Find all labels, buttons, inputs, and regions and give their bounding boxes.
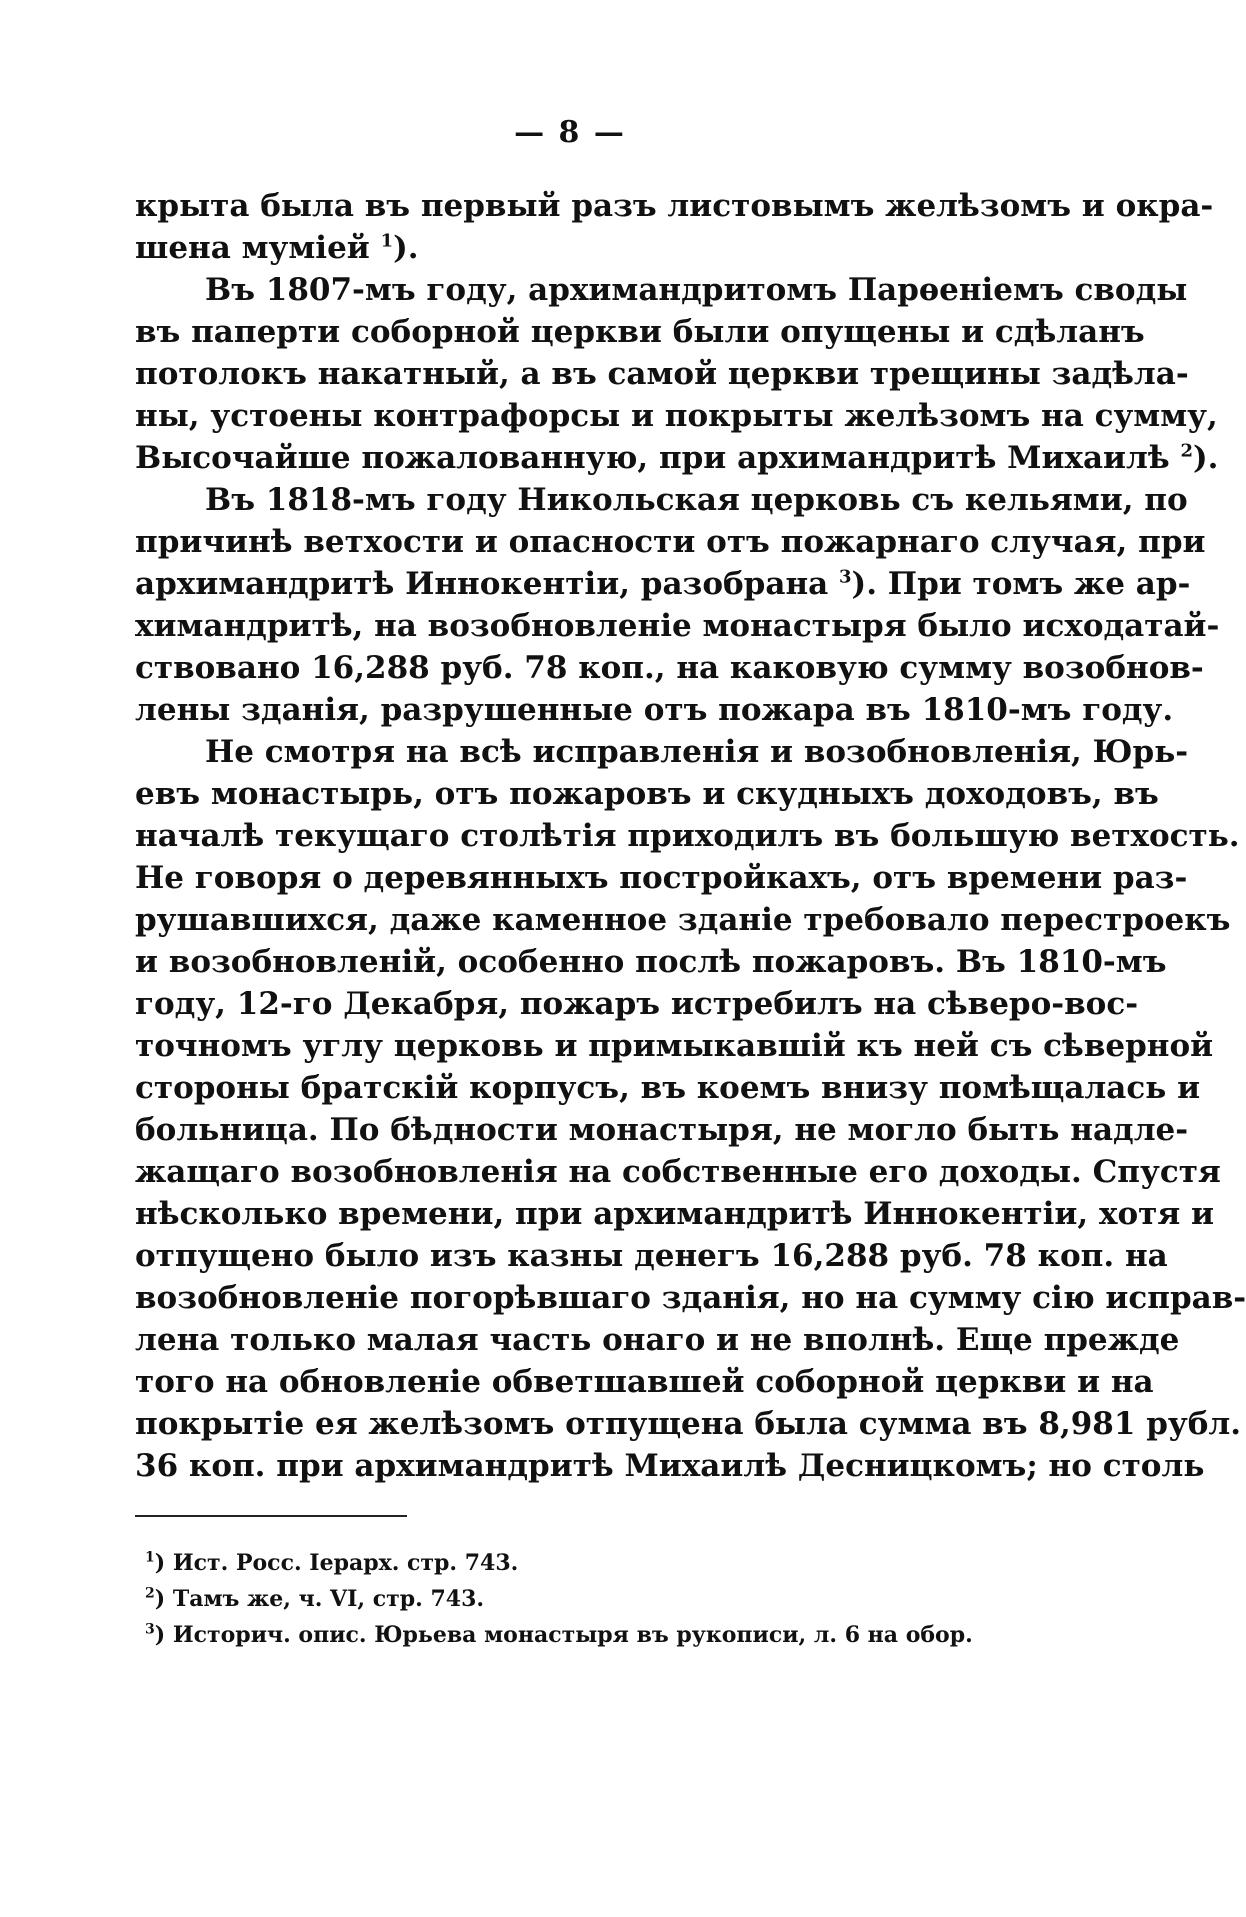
text-line: химандритѣ, на возобновленіе монастыря было исходатай- — [135, 608, 1220, 644]
footnote-divider — [135, 1515, 407, 1517]
text-line: покрытіе ея желѣзомъ отпущена была сумма въ 8,981 рубл. — [135, 1406, 1242, 1442]
text-line: ны, устоены контрафорсы и покрыты желѣзомъ на сумму, — [135, 398, 1218, 434]
footnote-reference[interactable]: 2 — [1180, 440, 1194, 462]
footnote-mark: 3 — [145, 1621, 155, 1638]
footnote: $^3$) Историч. опис. Юрьева монастыря въ рукописи, л. 6 на обор. — [145, 1621, 973, 1648]
text-line: началѣ текущаго столѣтія приходилъ въ большую ветхость. — [135, 818, 1240, 854]
footnote: $^1$) Ист. Росс. Іерарх. стр. 743. — [145, 1549, 519, 1576]
text-line: Не говоря о деревянныхъ постройкахъ, отъ времени раз- — [135, 860, 1188, 896]
text-line: возобновленіе погорѣвшаго зданія, но на сумму сію исправ- — [135, 1280, 1246, 1316]
text-line: лена только малая часть онаго и не вполнѣ. Еще прежде — [135, 1322, 1180, 1358]
text-line: Въ 1807-мъ году, архимандритомъ Парѳеніемъ своды — [205, 272, 1188, 308]
text-line: рушавшихся, даже каменное зданіе требовало перестроекъ — [135, 902, 1231, 938]
footnote-reference[interactable]: 1 — [380, 230, 394, 252]
text-line: отпущено было изъ казны денегъ 16,288 руб. 78 коп. на — [135, 1238, 1168, 1274]
footnote-mark: 1 — [145, 1549, 155, 1566]
text-line: Высочайше пожалованную, при архимандритѣ Михаилѣ $^2$). — [135, 440, 1219, 476]
text-line: стороны братскій корпусъ, въ коемъ внизу помѣщалась и — [135, 1070, 1201, 1106]
text-line: ствовано 16,288 руб. 78 коп., на каковую сумму возобнов- — [135, 650, 1204, 686]
text-line: Не смотря на всѣ исправленія и возобновленія, Юрь- — [205, 734, 1189, 770]
text-line: евъ монастырь, отъ пожаровъ и скудныхъ доходовъ, въ — [135, 776, 1159, 812]
text-line: крыта была въ первый разъ листовымъ желѣзомъ и окра- — [135, 188, 1214, 224]
text-line: году, 12-го Декабря, пожаръ истребилъ на сѣверо-вос- — [135, 986, 1139, 1022]
text-line: Въ 1818-мъ году Никольская церковь съ кельями, по — [205, 482, 1188, 518]
text-line: потолокъ накатный, а въ самой церкви трещины задѣла- — [135, 356, 1189, 392]
text-line: въ паперти соборной церкви были опущены и сдѣланъ — [135, 314, 1145, 350]
text-line: причинѣ ветхости и опасности отъ пожарнаго случая, при — [135, 524, 1206, 560]
footnote-mark: 2 — [145, 1585, 155, 1602]
text-line: больница. По бѣдности монастыря, не могло быть надле- — [135, 1112, 1189, 1148]
text-line: архимандритѣ Иннокентіи, разобрана $^3$). При томъ же ар- — [135, 566, 1191, 602]
footnotes — [145, 1545, 1045, 1653]
footnote: $^2$) Тамъ же, ч. VI, стр. 743. — [145, 1585, 485, 1612]
text-line: того на обновленіе обветшавшей соборной церкви и на — [135, 1364, 1154, 1400]
text-line: нѣсколько времени, при архимандритѣ Иннокентіи, хотя и — [135, 1196, 1215, 1232]
text-line: лены зданія, разрушенные отъ пожара въ 1810-мъ году. — [135, 692, 1174, 728]
text-line: жащаго возобновленія на собственные его доходы. Спустя — [135, 1154, 1221, 1190]
text-line: точномъ углу церковь и примыкавшій къ ней съ сѣверной — [135, 1028, 1214, 1064]
page-number: — 8 — — [514, 115, 626, 150]
footnote-reference[interactable]: 3 — [839, 566, 852, 588]
text-line: 36 коп. при архимандритѣ Михаилѣ Десницкомъ; но столь — [135, 1448, 1205, 1484]
text-line: и возобновленій, особенно послѣ пожаровъ. Въ 1810-мъ — [135, 944, 1167, 980]
body-text — [135, 185, 1246, 1487]
text-line: шена муміей $^1$). — [135, 230, 419, 266]
